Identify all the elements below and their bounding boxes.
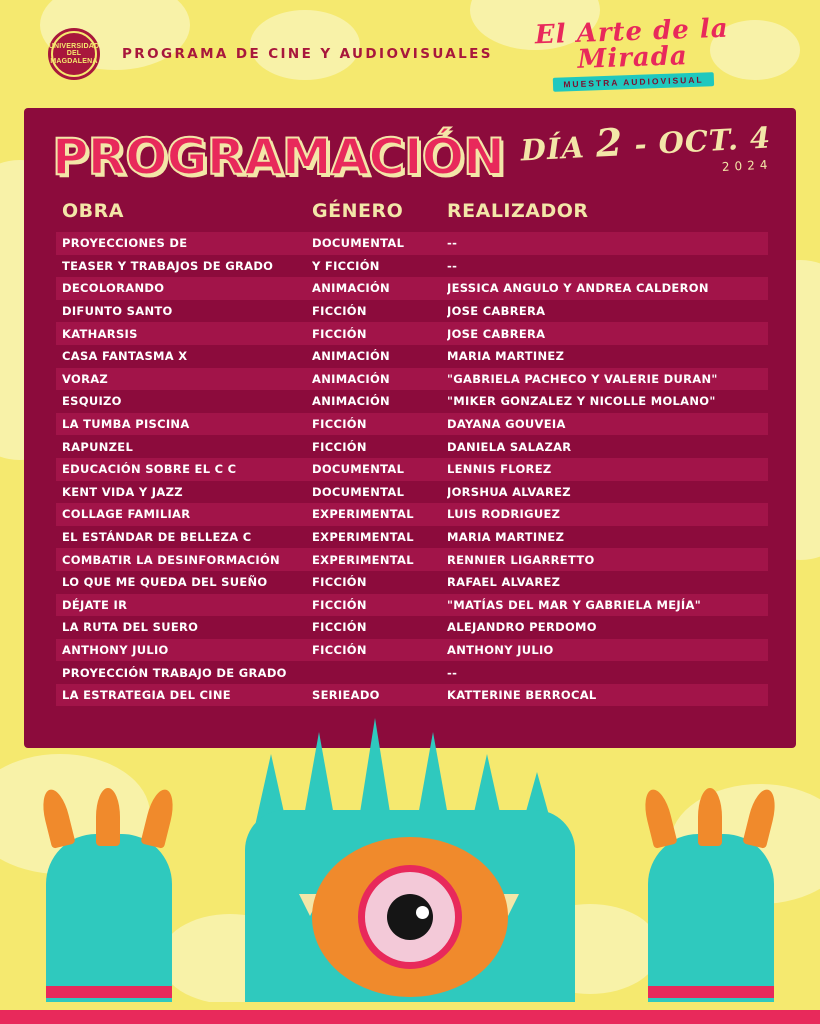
cell-realizador: MARIA MARTINEZ: [447, 349, 565, 364]
event-brand: [492, 14, 773, 95]
cell-obra: PROYECCIÓN TRABAJO DE GRADO: [62, 665, 287, 680]
cell-realizador: "GABRIELA PACHECO Y VALERIE DURAN": [447, 371, 718, 386]
column-header-genero: GÉNERO: [312, 200, 404, 222]
cell-realizador: JOSE CABRERA: [447, 304, 546, 319]
university-logo-text: UNIVERSIDAD DEL MAGDALENA: [51, 31, 97, 77]
cell-genero: FICCIÓN: [312, 597, 367, 612]
table-row: [56, 616, 768, 639]
cell-realizador: --: [447, 236, 458, 251]
cell-genero: ANIMACIÓN: [312, 394, 390, 409]
cell-genero: ANIMACIÓN: [312, 281, 390, 296]
cell-realizador: RAFAEL ALVAREZ: [447, 575, 561, 590]
programming-table: [56, 200, 768, 706]
programming-panel: [24, 108, 796, 748]
cell-realizador: LUIS RODRIGUEZ: [447, 507, 561, 522]
table-body: [56, 232, 768, 706]
cell-obra: LA ESTRATEGIA DEL CINE: [62, 688, 231, 703]
cell-obra: ANTHONY JULIO: [62, 642, 169, 657]
cell-obra: TEASER Y TRABAJOS DE GRADO: [62, 258, 274, 273]
monster-paw-right: [648, 834, 774, 1024]
table-header-row: [56, 200, 768, 232]
year-text: 2024: [721, 157, 774, 175]
cell-obra: COMBATIR LA DESINFORMACIÓN: [62, 552, 280, 567]
cell-obra: PROYECCIONES DE: [62, 236, 188, 251]
cell-obra: ESQUIZO: [62, 394, 122, 409]
table-row: [56, 639, 768, 662]
cell-realizador: DAYANA GOUVEIA: [447, 417, 566, 432]
cell-obra: EDUCACIÓN SOBRE EL C C: [62, 462, 237, 477]
university-logo-icon: [48, 28, 100, 80]
table-row: [56, 300, 768, 323]
cell-realizador: --: [447, 665, 458, 680]
cell-obra: DÉJATE IR: [62, 597, 128, 612]
monster-paw-left: [46, 834, 172, 1024]
event-brand-title: El Arte de la Mirada: [534, 13, 729, 75]
cell-realizador: MARIA MARTINEZ: [447, 530, 565, 545]
poster-header: [0, 0, 820, 108]
table-row: [56, 503, 768, 526]
bottom-stripe-pink: [0, 1010, 820, 1024]
cell-genero: FICCIÓN: [312, 642, 367, 657]
cell-realizador: --: [447, 258, 458, 273]
monster-eye-inner: [358, 865, 462, 969]
table-row: [56, 548, 768, 571]
day-number: 2: [595, 119, 625, 166]
cell-genero: FICCIÓN: [312, 620, 367, 635]
cell-genero: ANIMACIÓN: [312, 371, 390, 386]
program-name: PROGRAMA DE CINE Y AUDIOVISUALES: [122, 46, 493, 62]
table-row: [56, 232, 768, 255]
table-row: [56, 594, 768, 617]
table-row: [56, 526, 768, 549]
monster-eye-iris: [312, 837, 508, 997]
panel-title-row: [24, 108, 796, 186]
cell-realizador: RENNIER LIGARRETTO: [447, 552, 595, 567]
cell-obra: CASA FANTASMA X: [62, 349, 188, 364]
cell-obra: LA RUTA DEL SUERO: [62, 620, 199, 635]
table-row: [56, 322, 768, 345]
table-row: [56, 661, 768, 684]
cell-genero: FICCIÓN: [312, 304, 367, 319]
table-row: [56, 458, 768, 481]
cell-realizador: DANIELA SALAZAR: [447, 439, 572, 454]
cell-genero: SERIEADO: [312, 688, 380, 703]
cell-obra: RAPUNZEL: [62, 439, 134, 454]
cell-realizador: JORSHUA ALVAREZ: [447, 484, 571, 499]
cell-realizador: KATTERINE BERROCAL: [447, 688, 597, 703]
cell-genero: EXPERIMENTAL: [312, 507, 414, 522]
date-block: [520, 115, 773, 188]
table-row: [56, 345, 768, 368]
cell-genero: DOCUMENTAL: [312, 236, 405, 251]
cell-realizador: "MATÍAS DEL MAR Y GABRIELA MEJÍA": [447, 597, 701, 612]
cell-genero: FICCIÓN: [312, 417, 367, 432]
cell-realizador: ANTHONY JULIO: [447, 642, 554, 657]
cell-obra: COLLAGE FAMILIAR: [62, 507, 191, 522]
cell-realizador: "MIKER GONZALEZ Y NICOLLE MOLANO": [447, 394, 716, 409]
column-header-realizador: REALIZADOR: [447, 200, 589, 222]
cell-realizador: JOSE CABRERA: [447, 326, 546, 341]
date-text: - OCT. 4: [634, 120, 773, 162]
cell-genero: EXPERIMENTAL: [312, 530, 414, 545]
cell-genero: FICCIÓN: [312, 575, 367, 590]
cell-obra: VORAZ: [62, 371, 109, 386]
table-row: [56, 277, 768, 300]
page-title: PROGRAMACIÓN: [52, 128, 504, 186]
cell-obra: LO QUE ME QUEDA DEL SUEÑO: [62, 575, 268, 590]
table-row: [56, 390, 768, 413]
cell-genero: Y FICCIÓN: [312, 258, 380, 273]
table-row: [56, 413, 768, 436]
cell-genero: FICCIÓN: [312, 439, 367, 454]
cell-obra: KENT VIDA Y JAZZ: [62, 484, 183, 499]
cell-realizador: JESSICA ANGULO Y ANDREA CALDERON: [447, 281, 709, 296]
cell-obra: DIFUNTO SANTO: [62, 304, 173, 319]
cell-obra: KATHARSIS: [62, 326, 138, 341]
bottom-stripe-yellow: [0, 1002, 820, 1010]
column-header-obra: OBRA: [62, 200, 124, 222]
cell-realizador: LENNIS FLOREZ: [447, 462, 552, 477]
cell-genero: DOCUMENTAL: [312, 462, 405, 477]
cell-obra: DECOLORANDO: [62, 281, 165, 296]
table-row: [56, 481, 768, 504]
cell-genero: EXPERIMENTAL: [312, 552, 414, 567]
cell-obra: LA TUMBA PISCINA: [62, 417, 190, 432]
table-row: [56, 571, 768, 594]
event-brand-subtitle: MUESTRA AUDIOVISUAL: [553, 72, 714, 92]
monster-face: [245, 810, 575, 1024]
day-label: DÍA: [520, 130, 587, 168]
table-row: [56, 368, 768, 391]
cell-genero: DOCUMENTAL: [312, 484, 405, 499]
cell-obra: EL ESTÁNDAR DE BELLEZA C: [62, 530, 252, 545]
cell-realizador: ALEJANDRO PERDOMO: [447, 620, 597, 635]
cell-genero: ANIMACIÓN: [312, 349, 390, 364]
monster-artwork: [0, 694, 820, 1024]
table-row: [56, 435, 768, 458]
monster-head: [245, 724, 575, 1024]
cell-genero: FICCIÓN: [312, 326, 367, 341]
table-row: [56, 255, 768, 278]
